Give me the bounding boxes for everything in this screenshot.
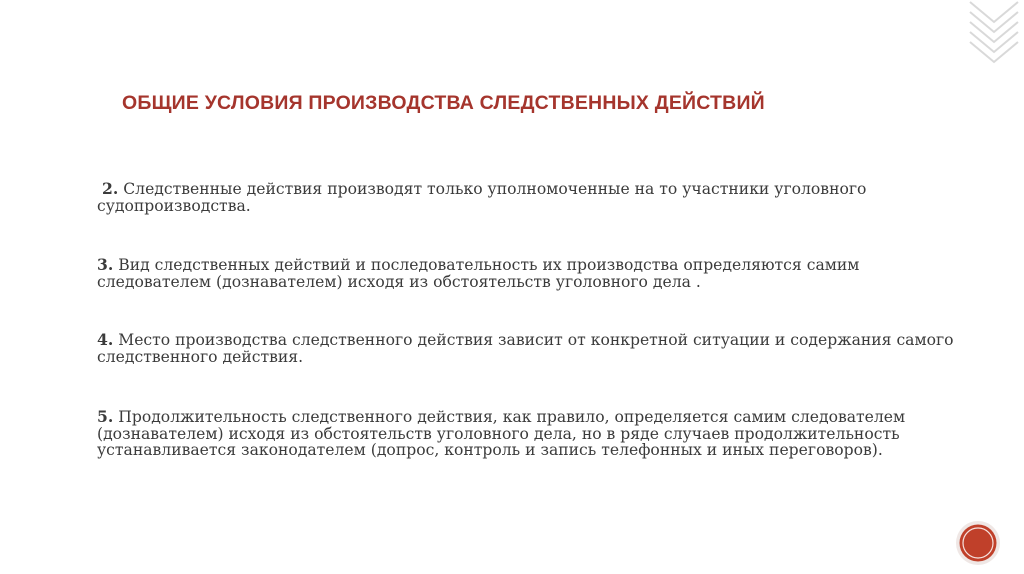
paragraph-text: Вид следственных действий и последовательность их производства определяются самим следователем (дознавателем) исходя из обстоятельств уголовного дела . [97, 256, 860, 291]
slide-title: ОБЩИЕ УСЛОВИЯ ПРОИЗВОДСТВА СЛЕДСТВЕННЫХ ДЕЙСТВИЙ [122, 92, 765, 114]
paragraph-3 [97, 257, 967, 290]
paragraph-number: 2. [102, 179, 119, 198]
paragraph-4 [97, 332, 967, 365]
paragraph-text: Следственные действия производят только уполномоченные на то участники уголовного судопроизводства. [97, 180, 867, 215]
chevron-stack-icon [964, 0, 1024, 70]
paragraph-5 [97, 409, 967, 459]
circle-button-icon[interactable] [955, 520, 1001, 566]
paragraph-number: 3. [97, 255, 114, 274]
paragraph-text: Продолжительность следственного действия, как правило, определяется самим следователем (дознавателем) исходя из обстоятельств уголовного дела, но в ряде случаев продолжительность устанавливается законодателем (допрос, контроль и запись телефонных и иных переговоров). [97, 408, 906, 459]
paragraph-number: 4. [97, 330, 114, 349]
paragraph-number: 5. [97, 407, 114, 426]
paragraph-2 [97, 181, 967, 214]
paragraph-text: Место производства следственного действия зависит от конкретной ситуации и содержания самого следственного действия. [97, 331, 954, 366]
